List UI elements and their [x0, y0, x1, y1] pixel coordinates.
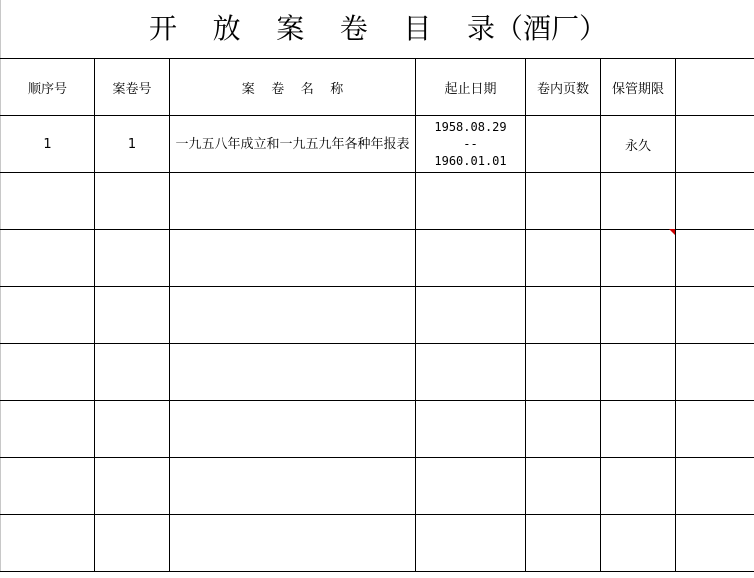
cell-date-range[interactable]	[416, 515, 526, 572]
cell-file-no[interactable]	[95, 515, 170, 572]
table-row	[1, 515, 754, 572]
header-pages[interactable]: 卷内页数	[526, 59, 601, 116]
cell-pages[interactable]	[526, 458, 601, 515]
cell-date-range[interactable]	[416, 230, 526, 287]
cell-retention[interactable]	[601, 344, 676, 401]
cell-extra[interactable]	[676, 458, 754, 515]
cell-retention[interactable]: 永久	[601, 116, 676, 173]
archive-table	[0, 58, 754, 572]
table-row	[1, 344, 754, 401]
cell-extra[interactable]	[676, 173, 754, 230]
cell-date-range[interactable]	[416, 116, 526, 173]
cell-pages[interactable]	[526, 230, 601, 287]
cell-seq[interactable]: 1	[1, 116, 95, 173]
cell-date-range[interactable]	[416, 458, 526, 515]
cell-date-range[interactable]	[416, 344, 526, 401]
cell-seq[interactable]	[1, 230, 95, 287]
cell-pages[interactable]	[526, 173, 601, 230]
date-start: 1958.08.29	[434, 119, 507, 134]
header-retention[interactable]: 保管期限	[601, 59, 676, 116]
header-extra[interactable]	[676, 59, 754, 116]
cell-extra[interactable]	[676, 287, 754, 344]
cell-file-no[interactable]	[95, 287, 170, 344]
comment-indicator-icon[interactable]	[669, 229, 675, 235]
table-row	[1, 287, 754, 344]
cell-date-range[interactable]	[416, 401, 526, 458]
table-row	[1, 458, 754, 515]
cell-retention[interactable]	[601, 173, 676, 230]
cell-name[interactable]	[170, 287, 416, 344]
cell-file-no[interactable]	[95, 344, 170, 401]
cell-seq[interactable]	[1, 344, 95, 401]
table-row	[1, 116, 754, 173]
cell-extra[interactable]	[676, 344, 754, 401]
cell-pages[interactable]	[526, 116, 601, 173]
cell-pages[interactable]	[526, 344, 601, 401]
cell-file-no[interactable]	[95, 401, 170, 458]
date-separator: --	[463, 136, 478, 151]
date-end: 1960.01.01	[434, 153, 507, 168]
cell-pages[interactable]	[526, 515, 601, 572]
table-row	[1, 401, 754, 458]
cell-retention[interactable]	[601, 287, 676, 344]
cell-name[interactable]	[170, 344, 416, 401]
cell-name[interactable]	[170, 401, 416, 458]
header-seq[interactable]: 顺序号	[1, 59, 95, 116]
cell-extra[interactable]	[676, 515, 754, 572]
header-file-no[interactable]: 案卷号	[95, 59, 170, 116]
cell-name[interactable]	[170, 458, 416, 515]
cell-name[interactable]	[170, 230, 416, 287]
cell-extra[interactable]	[676, 116, 754, 173]
title-band	[0, 0, 754, 58]
table-row	[1, 173, 754, 230]
cell-retention[interactable]	[601, 458, 676, 515]
cell-extra[interactable]	[676, 401, 754, 458]
cell-name[interactable]	[170, 515, 416, 572]
header-row	[1, 59, 754, 116]
table-row	[1, 230, 754, 287]
cell-seq[interactable]	[1, 173, 95, 230]
date-range-stack	[416, 119, 525, 170]
cell-pages[interactable]	[526, 287, 601, 344]
cell-file-no[interactable]	[95, 458, 170, 515]
header-name[interactable]: 案 卷 名 称	[170, 59, 416, 116]
header-date-range[interactable]: 起止日期	[416, 59, 526, 116]
cell-retention[interactable]	[601, 515, 676, 572]
cell-retention[interactable]	[601, 230, 676, 287]
cell-file-no[interactable]: 1	[95, 116, 170, 173]
cell-seq[interactable]	[1, 458, 95, 515]
cell-pages[interactable]	[526, 401, 601, 458]
cell-file-no[interactable]	[95, 230, 170, 287]
cell-extra[interactable]	[676, 230, 754, 287]
cell-date-range[interactable]	[416, 173, 526, 230]
cell-retention[interactable]	[601, 401, 676, 458]
cell-seq[interactable]	[1, 287, 95, 344]
page-title[interactable]: 开 放 案 卷 目 录（酒厂）	[148, 12, 607, 45]
cell-name[interactable]	[170, 173, 416, 230]
cell-date-range[interactable]	[416, 287, 526, 344]
cell-seq[interactable]	[1, 401, 95, 458]
cell-file-no[interactable]	[95, 173, 170, 230]
cell-seq[interactable]	[1, 515, 95, 572]
cell-name[interactable]: 一九五八年成立和一九五九年各种年报表	[170, 116, 416, 173]
